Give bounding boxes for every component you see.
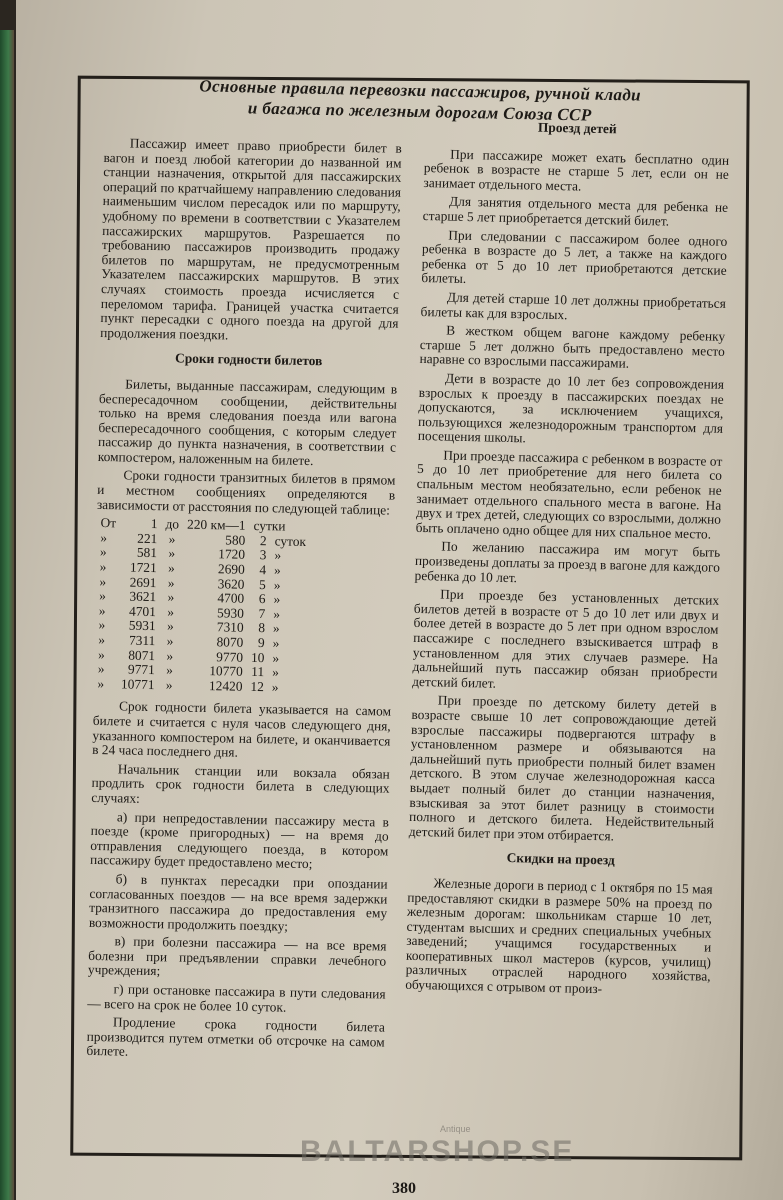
table-cell: » bbox=[167, 574, 175, 591]
left-column bbox=[86, 136, 402, 1069]
table-cell: 3621 bbox=[129, 588, 157, 605]
table-cell: 8 bbox=[258, 620, 266, 636]
table-cell: 2 bbox=[259, 532, 267, 549]
book-edge bbox=[0, 30, 14, 1200]
paragraph: Для занятия отдельного места для ребенка не старше 5 лет приобретается детский билет. bbox=[422, 193, 729, 229]
table-cell: 4700 bbox=[217, 590, 245, 606]
right-column bbox=[405, 118, 730, 1003]
section-heading-discounts: Скидки на проезд bbox=[506, 850, 615, 868]
table-cell: 1 bbox=[150, 516, 158, 532]
paragraph: Срок годности билета указывается на самом билете и считается с нуля часов следующего дня, указанного компостером на билете, и оканчивается в 24 часа последнего дня. bbox=[92, 698, 392, 760]
table-cell: » bbox=[167, 604, 175, 620]
intro-paragraph: Пассажир имеет право приобрести билет в вагон и поезд любой категории до названной им станции назначения, открытой для пассажирских операций по кратчайшему направлению следования наименьшим числом пересадок или по маршруту, удобному по времени в соответствии с Указателем пассажирских маршрутов. Разрешается по требованию пассажиров производить продажу билетов по маршрутам, не предусмотренным Указателем пассажирских маршрутов. В этих случаях стоимость проезда исчисляется с переломом тарифа. Границей участка считается пункт пересадки с одного поезда на другой для продолжения поездки. bbox=[100, 135, 402, 343]
table-cell: 581 bbox=[136, 545, 158, 561]
table-cell: » bbox=[272, 649, 280, 666]
table-cell: » bbox=[273, 562, 281, 578]
table-cell: 580 bbox=[225, 532, 246, 548]
table-cell: 9770 bbox=[216, 648, 244, 665]
table-cell: » bbox=[273, 606, 281, 622]
paragraph: Дети в возрасте до 10 лет без сопровождения взрослых к проезду в пассажирских поездах не допускаются, за исключением учащихся, пользующихся железнодорожным транспортом для посещения школы. bbox=[417, 370, 725, 446]
table-cell: 4 bbox=[259, 562, 267, 578]
table-cell: » bbox=[99, 573, 107, 589]
table-cell: 1721 bbox=[129, 559, 157, 576]
table-cell: 4701 bbox=[128, 603, 157, 619]
list-item: б) в пунктах пересадки при опоздании согласованных поездов — на все время задержки транзитного пассажира до предоставления ему возможности продолжить поездку; bbox=[88, 871, 388, 934]
table-cell: » bbox=[99, 559, 107, 575]
table-cell: » bbox=[167, 560, 175, 576]
table-cell: » bbox=[273, 591, 281, 607]
table-cell: » bbox=[166, 633, 174, 649]
table-cell: » bbox=[99, 588, 107, 604]
table-row bbox=[93, 677, 307, 696]
title-line-2: и багажа по железным дорогам Союза ССР bbox=[247, 98, 592, 125]
list-item: г) при остановке пассажира в пути следования — всего на срок не более 10 суток. bbox=[87, 981, 386, 1015]
table-cell: 3620 bbox=[217, 575, 245, 592]
page-number: 380 bbox=[392, 1180, 416, 1197]
table-cell: 10771 bbox=[120, 676, 155, 692]
table-cell: 5931 bbox=[128, 617, 156, 634]
table-cell: 10 bbox=[250, 649, 265, 665]
watermark: BALTARSHOP.SE bbox=[300, 1135, 575, 1168]
table-cell: до bbox=[165, 516, 180, 532]
table-cell: » bbox=[272, 635, 280, 651]
watermark-small: Antique bbox=[440, 1124, 471, 1134]
table-cell: сутки bbox=[253, 518, 286, 534]
paragraph: При пассажире может ехать бесплатно один ребенок в возрасте не старше 5 лет, если он не занимает отдельного места. bbox=[423, 146, 730, 194]
table-cell: » bbox=[166, 618, 174, 634]
table-cell: 7 bbox=[258, 605, 266, 621]
paragraph: Сроки годности транзитных билетов в прямом и местном сообщениях определяются в зависимости от расстояния по следующей таблице: bbox=[96, 467, 396, 518]
paragraph: При следовании с пассажиром более одного ребенка в возрасте до 5 лет, а также на каждого ребенка от 5 до 10 лет приобретаются детские билеты. bbox=[421, 227, 728, 287]
table-cell: 12 bbox=[250, 678, 265, 694]
table-cell: » bbox=[271, 679, 279, 695]
table-cell: » bbox=[97, 646, 105, 662]
table-cell: 220 км—1 bbox=[186, 516, 246, 534]
table-cell: 10770 bbox=[209, 663, 243, 679]
section-heading-ticket-validity: Сроки годности билетов bbox=[174, 350, 323, 369]
table-cell: 5930 bbox=[216, 605, 245, 621]
list-item: в) при болезни пассажира — на все время болезни при предъявлении справки лечебного учреждения; bbox=[87, 933, 387, 979]
table-cell: » bbox=[98, 631, 106, 648]
table-cell: 8071 bbox=[128, 647, 156, 663]
paragraph: Для детей старше 10 лет должны приобретаться билеты как для взрослых. bbox=[420, 289, 727, 322]
list-item: а) при непредоставлении пассажиру места в поезде (кроме пригородных) — на время до отправления следующего поезда, в котором пассажиру будет предоставлено место; bbox=[89, 808, 390, 872]
paragraph: Железные дороги в период с 1 октября по 15 мая предоставляют скидки в размере 50% на проезд по железным дорогам: школьникам старше 10 лет, студентам высших и средних специальных учебных заведений; учащимся государственных и кооперативных школ мастеров (курсов, училищ) различных отраслей народного хозяйства, обучающихся с отрывом от произ- bbox=[405, 875, 713, 997]
table-cell: » bbox=[165, 677, 173, 693]
table-cell: » bbox=[97, 675, 105, 691]
table-cell: 3 bbox=[259, 547, 267, 563]
table-cell: » bbox=[98, 602, 106, 618]
table-cell: » bbox=[168, 531, 176, 547]
paragraph: Билеты, выданные пассажирам, следующим в беспересадочном сообщении, действительны только на время следования поезда или вагона беспересадочного сообщения, с которым следует пассажир до пункта назначения, в соответствии с компостером, наложенным на билете. bbox=[97, 376, 398, 468]
paragraph: При проезде без установленных детских билетов детей в возрасте от 5 до 10 лет или двух и более детей в возрасте до 5 лет при одном взрослом пассажире с последнего взыскивается штраф в установленном для этих случаев размере. На дальнейший путь пассажир обязан приобрести детский билет. bbox=[412, 586, 720, 691]
table-cell: 2691 bbox=[129, 574, 157, 590]
paragraph: Продление срока годности билета производится путем отметки об отсрочке на самом билете. bbox=[86, 1014, 386, 1060]
table-cell: » bbox=[97, 661, 105, 677]
paragraph: В жестком общем вагоне каждому ребенку старше 5 лет должно быть предоставлено место наравне со взрослыми пассажирами. bbox=[419, 322, 726, 372]
table-cell: » bbox=[168, 545, 176, 561]
table-cell: » bbox=[167, 589, 175, 605]
validity-table bbox=[93, 516, 310, 695]
table-cell: 7310 bbox=[216, 619, 244, 636]
table-cell: » bbox=[274, 547, 282, 563]
section-heading-children: Проезд детей bbox=[537, 119, 617, 137]
table-cell: 9771 bbox=[127, 661, 155, 678]
table-cell: » bbox=[272, 620, 280, 636]
table-cell: 11 bbox=[251, 664, 265, 680]
table-cell: 6 bbox=[258, 591, 266, 607]
paragraph: При проезде по детскому билету детей в возрасте свыше 10 лет сопровождающие детей взрослые пассажиры подвергаются штрафу в установленном размере и обязываются на дальнейший путь приобрести полный билет взамен детского. В этом случае железнодорожная касса выдает полный билет до станции назначения, взыскивая за этот билет разницу в стоимости полного и детского билета. Недействительный детский билет при этом отбирается. bbox=[408, 692, 717, 844]
table-cell: » bbox=[272, 664, 280, 680]
table-cell: » bbox=[100, 529, 108, 545]
table-cell: 221 bbox=[137, 530, 158, 546]
paragraph: Начальник станции или вокзала обязан продлить срок годности билета в следующих случаях: bbox=[91, 761, 390, 806]
table-cell: 9 bbox=[257, 635, 265, 651]
table-cell: » bbox=[273, 576, 281, 593]
paragraph: При проезде пассажира с ребенком в возрасте от 5 до 10 лет приобретение для него билета со спальным местом необязательно, если ребенок не занимает отдельного спального места в вагоне. На двух и трех детей, следующих со взрослыми, должно быть оплачено одно общее для них спальное место. bbox=[415, 447, 723, 542]
table-cell: 5 bbox=[258, 576, 266, 592]
table-cell: 12420 bbox=[208, 677, 243, 694]
table-cell: » bbox=[166, 647, 174, 664]
table-cell: От bbox=[100, 515, 117, 531]
title-line-1: Основные правила перевозки пассажиров, ручной клади bbox=[199, 76, 642, 105]
table-cell: 8070 bbox=[216, 634, 244, 650]
table-cell: суток bbox=[274, 533, 307, 549]
table-cell: 7311 bbox=[128, 632, 156, 649]
paragraph: По желанию пассажира им могут быть произведены доплаты за проезд в вагоне для каждого ребенка до 10 лет. bbox=[414, 538, 721, 585]
table-cell: » bbox=[166, 662, 174, 678]
table-cell: 1720 bbox=[218, 546, 246, 563]
table-cell: » bbox=[99, 544, 107, 560]
table-cell: 2690 bbox=[217, 561, 245, 577]
table-cell: » bbox=[98, 617, 106, 633]
